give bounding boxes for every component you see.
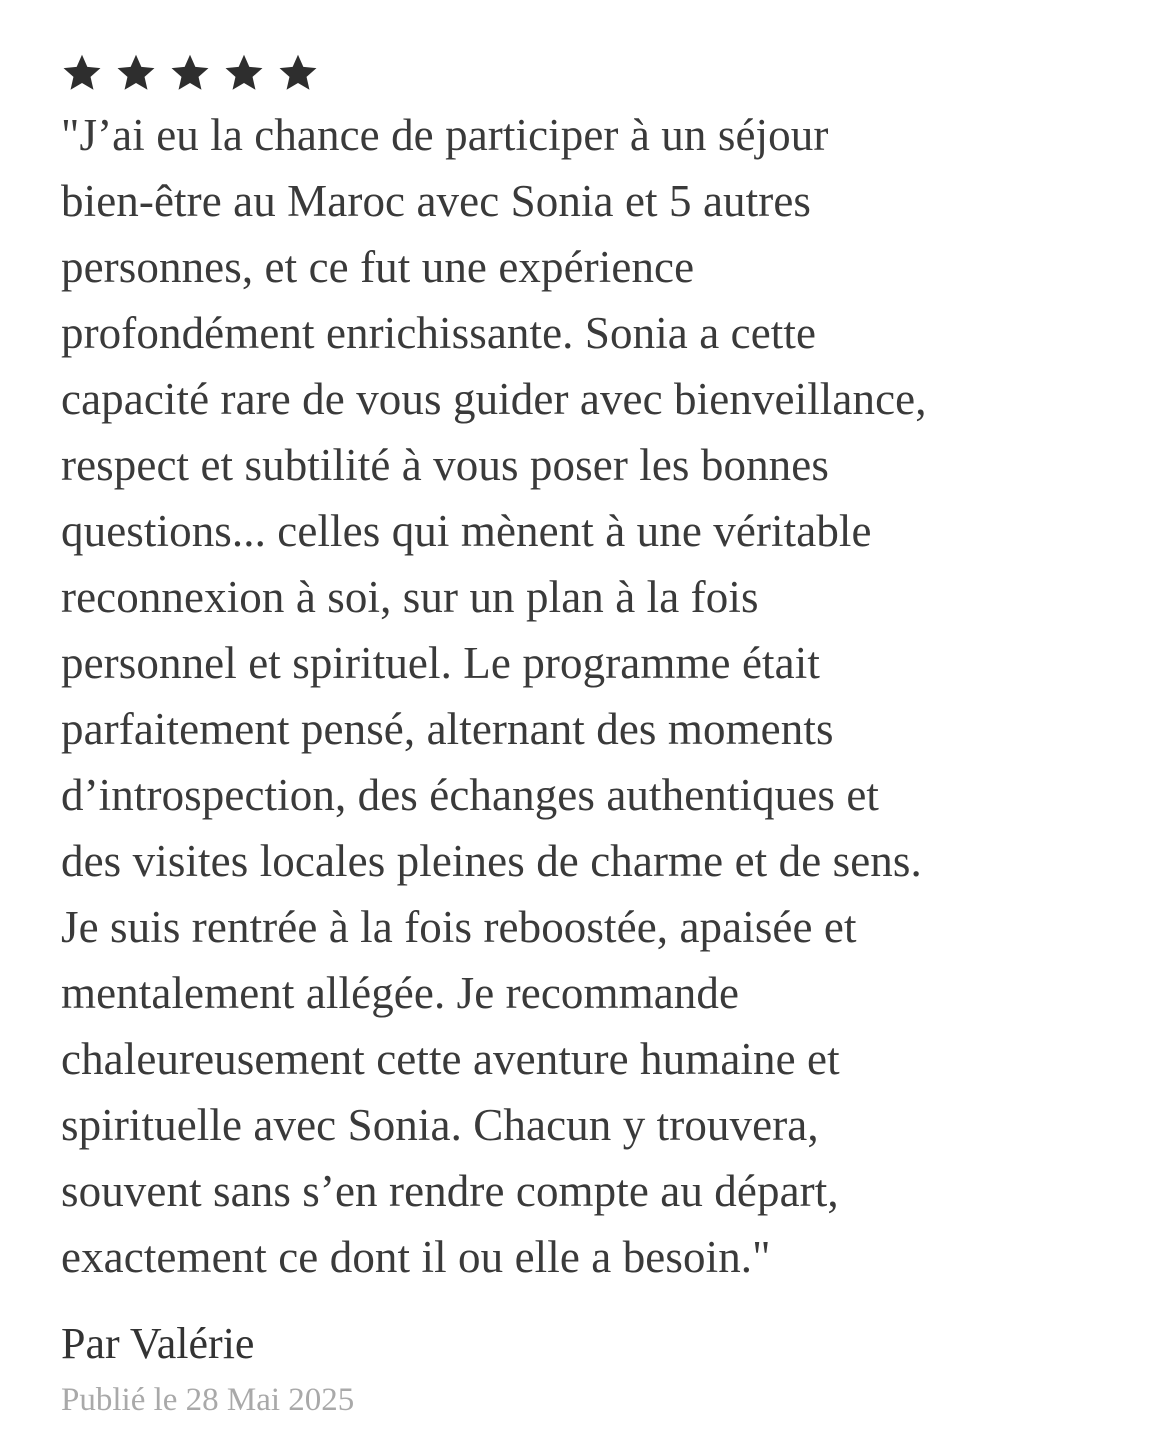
star-icon	[169, 52, 211, 94]
review-card	[61, 52, 1121, 1422]
star-icon	[277, 52, 319, 94]
star-rating	[61, 52, 1121, 94]
review-author: Par Valérie	[61, 1319, 255, 1368]
star-icon	[223, 52, 265, 94]
review-text: "J’ai eu la chance de participer à un séjour bien-être au Maroc avec Sonia et 5 autres personnes, et ce fut une expérience profondément enrichissante. Sonia a cette capacité rare de vous guider avec bienveillance, respect et subtilité à vous poser les bonnes questions... celles qui mènent à une véritable reconnexion à soi, sur un plan à la fois personnel et spirituel. Le programme était parfaitement pensé, alternant des moments d’introspection, des échanges authentiques et des visites locales pleines de charme et de sens. Je suis rentrée à la fois reboostée, apaisée et mentalement allégée. Je recommande chaleureusement cette aventure humaine et spirituelle avec Sonia. Chacun y trouvera, souvent sans s’en rendre compte au départ, exactement ce dont il ou elle a besoin."	[61, 110, 927, 1282]
star-icon	[115, 52, 157, 94]
review-date: Publié le 28 Mai 2025	[61, 1382, 355, 1418]
star-icon	[61, 52, 103, 94]
